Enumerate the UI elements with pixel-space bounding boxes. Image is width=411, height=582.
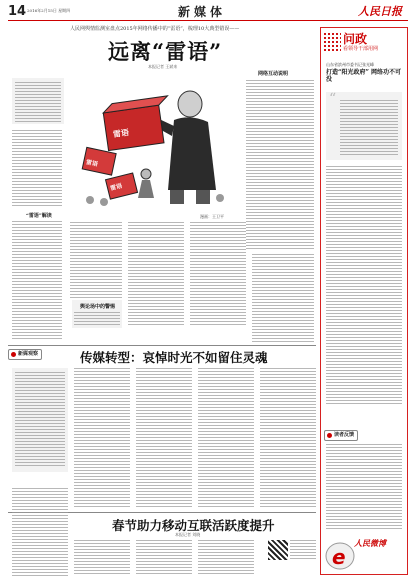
- wenzheng-title: 问政: [343, 32, 368, 46]
- header-rule: [8, 20, 408, 21]
- story3-headline: 春节助力移动互联活跃度提升: [112, 518, 275, 533]
- body-text: [12, 130, 62, 208]
- cartoon-label-small: 雷语: [109, 182, 123, 193]
- page-number: 14: [8, 4, 27, 19]
- cartoon-label-big: 雷语: [112, 126, 130, 140]
- body-text: [70, 222, 122, 300]
- pullquote-text: [74, 312, 120, 326]
- cartoon-caption: 漫画：王卫平: [200, 214, 224, 219]
- body-text: [190, 222, 246, 326]
- story2-headline: 传媒转型：哀悼时光不如留住灵魂: [80, 350, 268, 365]
- body-text: [12, 221, 62, 339]
- body-text: [74, 368, 130, 508]
- body-text: [198, 540, 254, 576]
- wenzheng-subtitle: 看领导干部用网: [343, 46, 379, 52]
- panel-dots-icon: [323, 32, 341, 52]
- qr-code: [268, 540, 288, 560]
- svg-text:e: e: [332, 545, 346, 569]
- section-title: 新媒体: [178, 5, 227, 19]
- lead-headline: 远离“雷语”: [108, 39, 223, 64]
- body-text: [136, 540, 192, 576]
- cartoon-label-mid: 雷语: [85, 158, 99, 169]
- story2-summary-text: [15, 372, 65, 468]
- date-line: 2016年2月15日 星期四: [27, 8, 71, 13]
- cartoon-illustration: [70, 70, 240, 212]
- wenzheng-quote-text: [340, 100, 398, 156]
- body-text: [74, 540, 130, 576]
- body-text: [128, 222, 184, 326]
- wenzheng-kicker: 山东省滨州市委书记张光峰: [326, 62, 374, 67]
- section-tag-reader-feedback: 读者反馈: [324, 430, 358, 441]
- subhead-left: “雷语”解读: [26, 213, 52, 219]
- quote-mark-icon: “: [329, 91, 337, 107]
- wenzheng-headline: 打造“阳光政府” 网络功不可没: [326, 69, 401, 83]
- qr-caption: [290, 540, 316, 560]
- wenzheng-body-text: [326, 166, 402, 404]
- divider: [8, 345, 316, 346]
- section-tag-media-watch: 新媒观察: [8, 349, 42, 360]
- body-text: [12, 488, 68, 576]
- subhead-right: 网络互动说明: [258, 71, 289, 77]
- body-text: [198, 368, 254, 508]
- body-text: [252, 254, 314, 344]
- subhead-bottom: 舆论场中的警惕: [80, 304, 116, 310]
- lead-byline: 本报记者 王斌来: [148, 64, 178, 69]
- body-text: [260, 368, 316, 508]
- feedback-body-text: [326, 444, 402, 530]
- lead-kicker: 人民网舆情监测室盘点2015年网络传播中的“雷语”，梳理10大典型错误——: [70, 26, 240, 32]
- weibo-logo-text: 人民微博: [354, 538, 386, 548]
- story3-byline: 本报记者 刘晓: [175, 532, 201, 537]
- newspaper-logo: 人民日报: [358, 5, 402, 18]
- lead-summary-text: [15, 82, 61, 122]
- body-text: [136, 368, 192, 508]
- body-text: [246, 80, 314, 250]
